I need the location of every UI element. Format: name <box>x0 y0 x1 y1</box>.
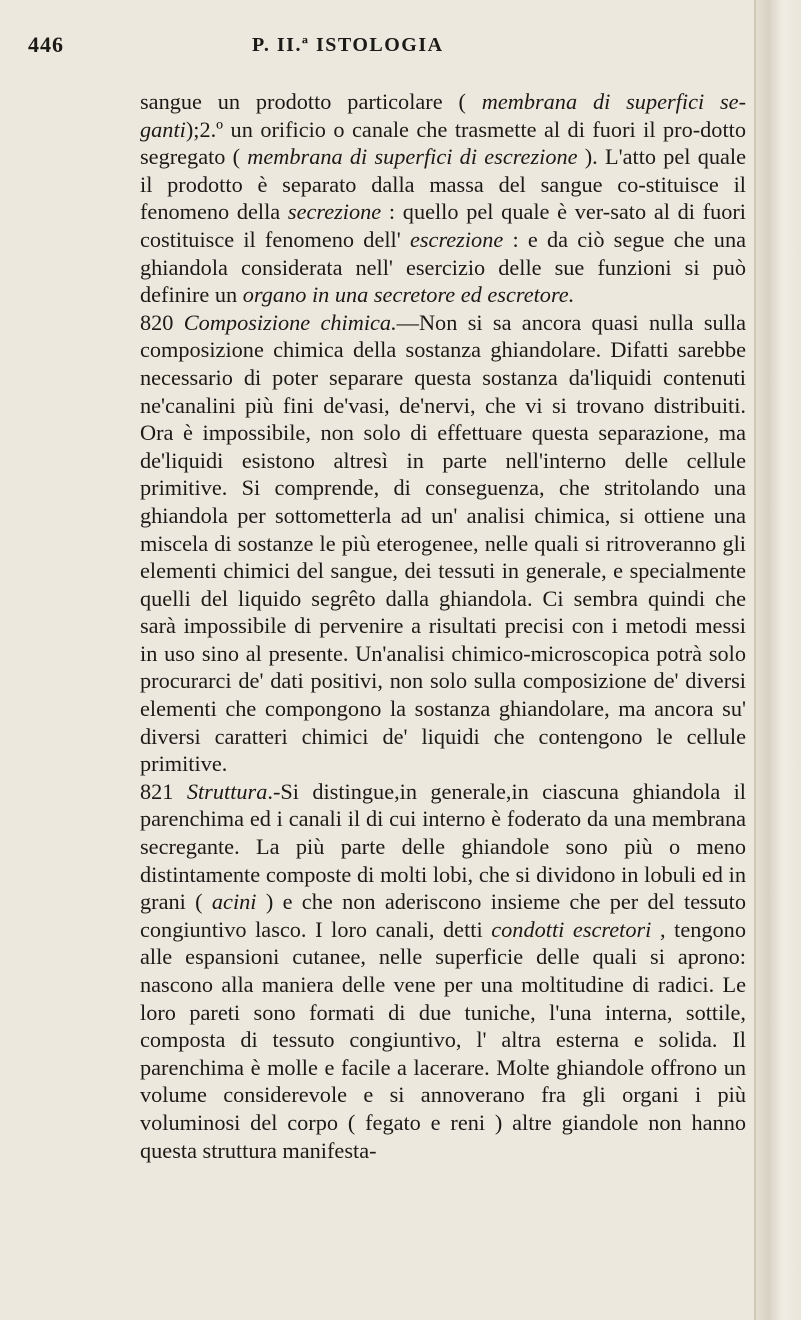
text-run: .-Si distingue,in generale,in ciascuna ghiandola il parenchima ed i canali il di cui interno è foderato da una membrana secregante. La più parte delle ghiandole sono più o meno distintamente composte di molti lobi, che si dividono in lobuli ed in grani ( <box>140 778 746 915</box>
text-run: ). L'atto pel quale il prodotto è separato dalla massa del sangue co-stituisce il fenomeno della <box>140 144 746 225</box>
text-run: —Non si sa ancora quasi nulla sulla composizione chimica della sostanza ghiandolare. Difatti sarebbe necessario di poter separare questa sostanza da'liquidi contenuti ne'canalini più fini de'vasi, de'nervi, che vi si trovano distribuiti. Ora è impossibile, non solo di effettuare questa separazione, ma de'liquidi esistono altresì in parte nell'interno delle cellule primitive. Si comprende, di conseguenza, che stritolando una ghiandola per sottometterla ad un' analisi chimica, si ottiene una miscela di sostanze le più eterogenee, nelle quali si ritroveranno gli elementi chimici del sangue, dei tessuti in generale, e specialmente quelli del liquido segrêto dalla ghiandola. Ci sembra quindi che sarà impossibile di pervenire a risultati precisi con i metodi messi in uso sino al presente. Un'analisi chimico-microscopica potrà solo procurarci de' dati positivi, non solo sulla composizione de' diversi elementi che compongono la sostanza ghiandolare, ma ancora su' diversi caratteri chimici de' liquidi che contengono le cellule primitive. <box>140 309 746 777</box>
italic-term: organo in una secretore ed escretore. <box>242 282 575 308</box>
italic-term: condotti escretori <box>491 916 652 942</box>
italic-term: membrana di superfici se- <box>481 89 746 114</box>
page-edge <box>754 0 756 1320</box>
text-run: : e da ciò segue che una ghiandola considerata nell' esercizio delle sue funzioni si può definire un <box>140 226 746 308</box>
italic-term: acini <box>211 889 257 915</box>
page-header <box>0 28 760 62</box>
italic-term: ganti <box>140 116 186 142</box>
text-run: ) e che non aderiscono insieme che per del tessuto congiuntivo lasco. I loro canali, detti <box>140 889 746 942</box>
text-run: 820 <box>140 309 184 335</box>
italic-term: Composizione chimica. <box>183 309 397 335</box>
italic-term: membrana di superfici di escrezione <box>247 144 578 170</box>
paragraph-820-composizione-chimica <box>140 309 746 778</box>
italic-term: secrezione <box>287 199 382 225</box>
running-head: P. II.ª ISTOLOGIA <box>252 34 444 56</box>
text-run: );2.º un orificio o canale che trasmette al di fuori il pro-dotto segregato ( <box>140 116 746 170</box>
text-run: : quello pel quale è ver-sato al di fuori costituisce il fenomeno dell' <box>140 199 746 252</box>
page-gutter <box>755 0 801 1320</box>
body-text <box>140 88 746 1268</box>
text-run: 821 <box>140 778 187 804</box>
page-number: 446 <box>28 32 64 57</box>
italic-term: Struttura <box>186 778 268 804</box>
italic-term: escrezione <box>409 226 504 252</box>
text-run: sangue un prodotto particolare ( <box>140 89 482 114</box>
paragraph-intro <box>140 88 746 309</box>
text-run: , tengono alle espansioni cutanee, nelle superficie delle quali si aprono: nascono alla maniera delle vene per una moltitudine di radici. Le loro pareti sono formati di due tuniche, l'una interna, sottile, composta di tessuto congiuntivo, l' altra esterna e solida. Il parenchima è molle e facile a lacerare. Molte ghiandole offrono un volume considerevole e si annoverano fra gli organi i più voluminosi del corpo ( fegato e reni ) altre giandole non hanno questa struttura manifesta- <box>140 916 746 1163</box>
paragraph-821-struttura <box>140 778 746 1164</box>
